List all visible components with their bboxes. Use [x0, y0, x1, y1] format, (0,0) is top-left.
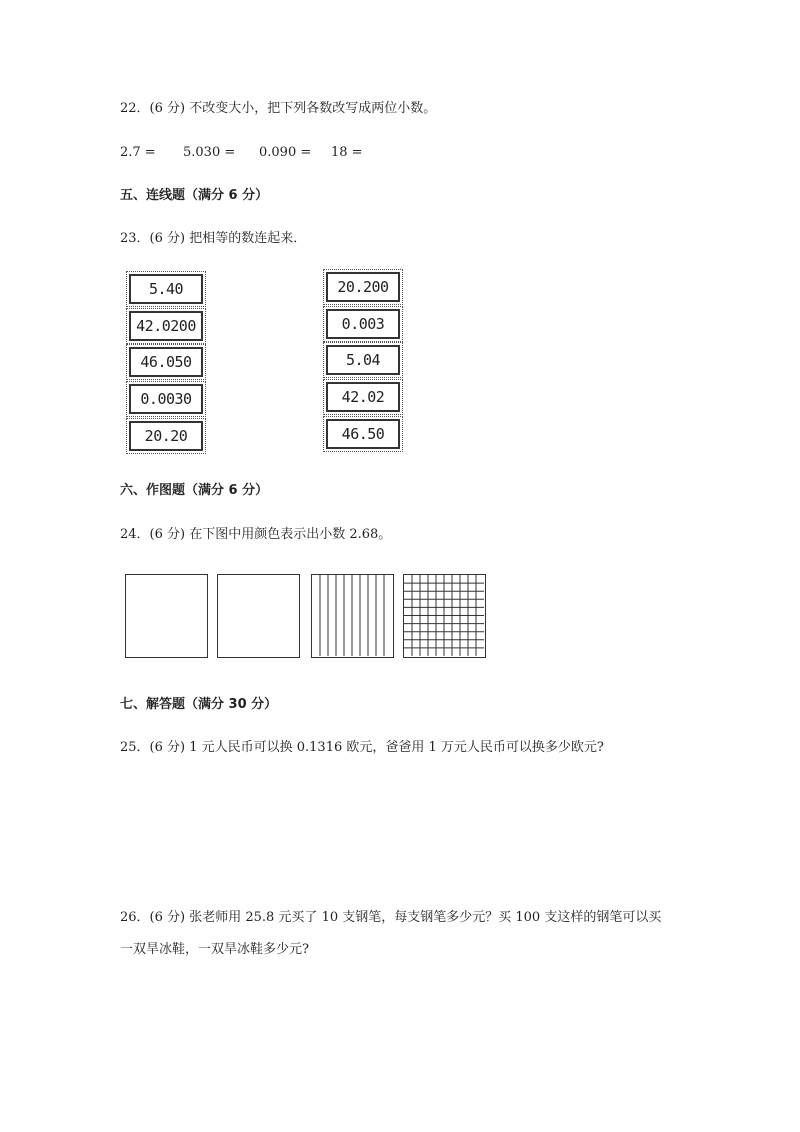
tenths-square — [311, 574, 394, 658]
question-26-line-2: 一双旱冰鞋，一双旱冰鞋多少元? — [120, 942, 309, 957]
question-24-title: 24．(6 分) 在下图中用颜色表示出小数 2.68。 — [120, 527, 392, 542]
left-number-box-2: 42.0200 — [129, 311, 203, 341]
left-number-box-3: 46.050 — [129, 347, 203, 377]
right-number-box-2: 0.003 — [326, 309, 400, 339]
left-number-box-4: 0.0030 — [129, 384, 203, 414]
right-number-box-4: 42.02 — [326, 382, 400, 412]
right-number-box-1: 20.200 — [326, 272, 400, 302]
question-23-title: 23．(6 分) 把相等的数连起来． — [120, 231, 307, 246]
section-6-heading: 六、作图题（满分 6 分） — [120, 483, 269, 498]
expression-2: 5.030 = — [183, 145, 236, 160]
right-number-box-3: 5.04 — [326, 345, 400, 375]
expression-1: 2.7 = — [120, 145, 156, 160]
left-number-box-5: 20.20 — [129, 421, 203, 451]
section-5-heading: 五、连线题（满分 6 分） — [120, 188, 269, 203]
blank-square-1 — [125, 574, 208, 658]
question-22-title: 22．(6 分) 不改变大小，把下列各数改写成两位小数。 — [120, 101, 437, 116]
question-26-line-1: 26．(6 分) 张老师用 25.8 元买了 10 支钢笔，每支钢笔多少元？买 100 支这样的钢笔可以买 — [120, 910, 662, 925]
section-7-heading: 七、解答题（满分 30 分） — [120, 697, 278, 712]
blank-square-2 — [217, 574, 300, 658]
left-number-box-1: 5.40 — [129, 274, 203, 304]
right-number-box-5: 46.50 — [326, 419, 400, 449]
hundredths-grid-square — [403, 574, 486, 658]
expression-4: 18 = — [331, 145, 363, 160]
expression-3: 0.090 = — [259, 145, 312, 160]
question-25-title: 25．(6 分) 1 元人民币可以换 0.1316 欧元，爸爸用 1 万元人民币可以换多少欧元? — [120, 740, 604, 755]
